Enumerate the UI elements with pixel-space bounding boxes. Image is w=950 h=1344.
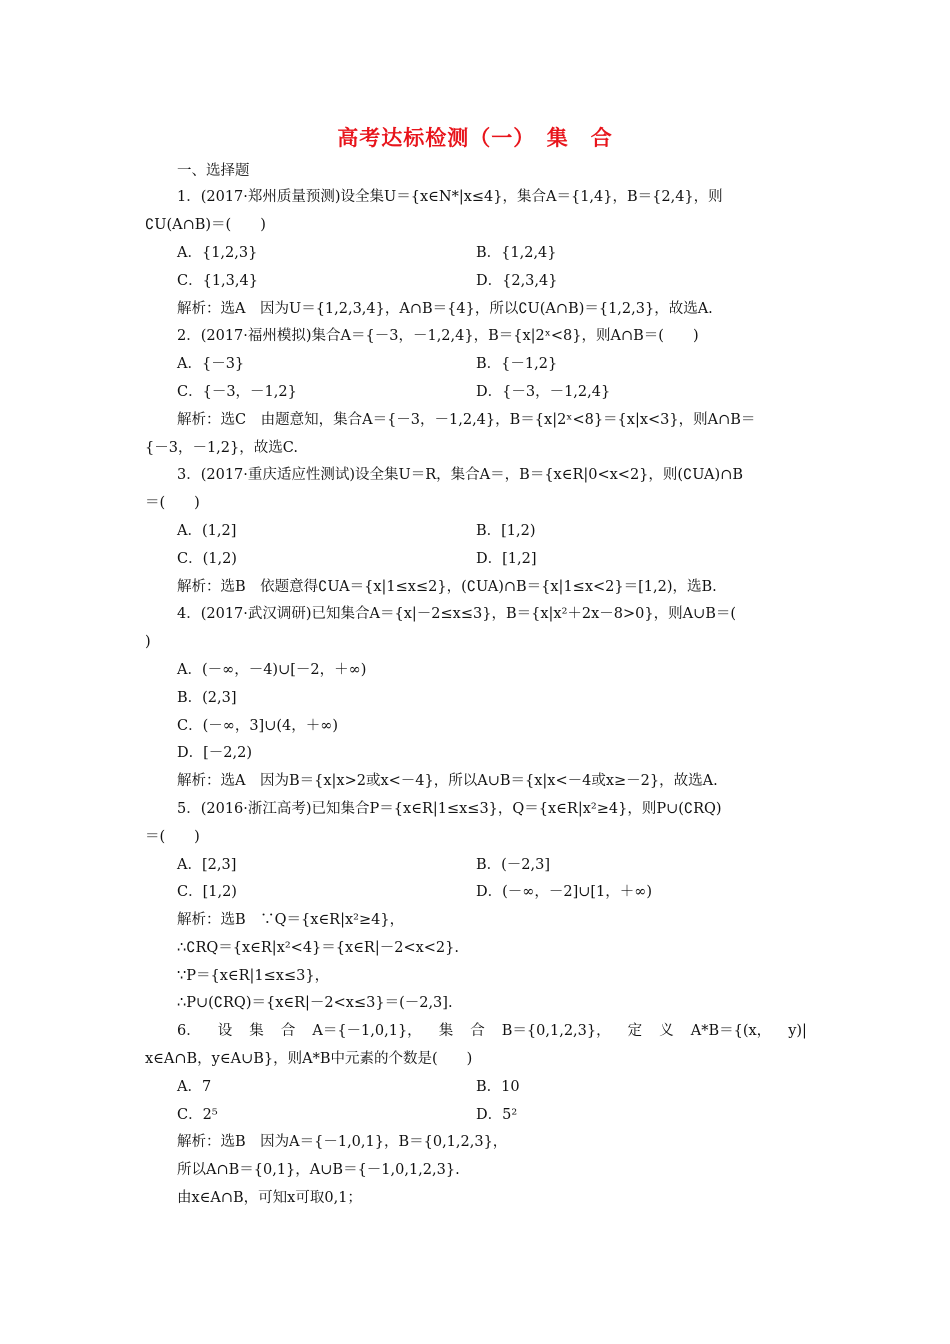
text-line: B．{－1,2} [476, 356, 558, 372]
text-line: 解析：选C 由题意知，集合A＝{－3，－1,2,4}，B＝{x|2ˣ<8}＝{x|x<3}，则A∩B＝ [177, 412, 756, 428]
text-fragment: A*B＝{(x， [690, 1023, 772, 1039]
text-line: {－3，－1,2}，故选C. [145, 440, 298, 456]
text-line: 解析：选A 因为U＝{1,2,3,4}，A∩B＝{4}，所以∁U(A∩B)＝{1,2,3}，故选A. [177, 301, 713, 317]
text-line: B．{1,2,4} [476, 245, 557, 261]
text-line: A．[2,3] [177, 857, 237, 873]
text-line: 解析：选B 因为A＝{－1,0,1}，B＝{0,1,2,3}， [177, 1134, 508, 1150]
text-line: D．{2,3,4} [476, 273, 558, 289]
text-line: A．(－∞，－4)∪[－2，＋∞) [177, 662, 367, 678]
text-line: 2．(2017·福州模拟)集合A＝{－3，－1,2,4}，B＝{x|2ˣ<8}，则A∩B＝( ) [177, 328, 699, 344]
text-fragment: 设 [217, 1023, 233, 1039]
text-fragment: 合 [280, 1023, 296, 1039]
text-line: D．[－2,2) [177, 745, 252, 761]
text-line: B．(2,3] [177, 690, 237, 706]
text-line: C．[1,2) [177, 884, 237, 900]
text-fragment: y)| [788, 1023, 807, 1039]
text-line: 3．(2017·重庆适应性测试)设全集U＝R，集合A＝，B＝{x∈R|0<x<2}，则(∁UA)∩B [177, 467, 743, 483]
text-line: 解析：选A 因为B＝{x|x>2或x<－4}，所以A∪B＝{x|x<－4或x≥－2}，故选A. [177, 773, 718, 789]
text-line: C．{－3，－1,2} [177, 384, 297, 400]
text-line: C．(－∞，3]∪(4，＋∞) [177, 718, 338, 734]
text-line: 1．(2017·郑州质量预测)设全集U＝{x∈N*|x≤4}，集合A＝{1,4}，B＝{2,4}，则 [177, 189, 723, 205]
text-line: 4．(2017·武汉调研)已知集合A＝{x|－2≤x≤3}，B＝{x|x²＋2x－8>0}，则A∪B＝( [177, 606, 737, 622]
text-fragment: 集 [438, 1023, 454, 1039]
text-line: 解析：选B 依题意得∁UA＝{x|1≤x≤2}，(∁UA)∩B＝{x|1≤x<2}＝[1,2)，选B. [177, 579, 717, 595]
text-line: D．5² [476, 1107, 518, 1123]
text-line: A．{－3} [177, 356, 245, 372]
text-line: ∴∁RQ＝{x∈R|x²<4}＝{x∈R|－2<x<2}. [177, 940, 459, 956]
text-line: C．{1,3,4} [177, 273, 258, 289]
text-line: A．(1,2] [177, 523, 237, 539]
text-line: 所以A∩B＝{0,1}，A∪B＝{－1,0,1,2,3}. [177, 1162, 460, 1178]
text-line: B．(－2,3] [476, 857, 551, 873]
question-6-line [177, 1021, 807, 1041]
text-line: ∁U(A∩B)＝( ) [145, 217, 266, 233]
text-fragment: A＝{－1,0,1}， [312, 1023, 422, 1039]
text-line: 解析：选B ∵Q＝{x∈R|x²≥4}， [177, 912, 405, 928]
text-fragment: 义 [659, 1023, 674, 1039]
text-line: A．7 [177, 1079, 212, 1095]
text-line: ∴P∪(∁RQ)＝{x∈R|－2<x≤3}＝(－2,3]. [177, 995, 453, 1011]
text-line: B．[1,2) [476, 523, 536, 539]
text-line: 5．(2016·浙江高考)已知集合P＝{x∈R|1≤x≤3}，Q＝{x∈R|x²≥4}，则P∪(∁RQ) [177, 801, 722, 817]
page-title: 高考达标检测（一） 集 合 [337, 125, 613, 150]
text-line: x∈A∩B，y∈A∪B}，则A*B中元素的个数是( ) [145, 1051, 473, 1067]
text-fragment: 6． [177, 1023, 201, 1039]
text-line: D．[1,2] [476, 551, 537, 567]
text-line: 一、选择题 [177, 163, 250, 179]
text-line: B．10 [476, 1079, 520, 1095]
text-fragment: 合 [470, 1023, 485, 1039]
text-line: C．(1,2) [177, 551, 237, 567]
text-fragment: 定 [627, 1023, 643, 1039]
text-line: D．{－3，－1,2,4} [476, 384, 611, 400]
text-line: D．(－∞，－2]∪[1，＋∞) [476, 884, 653, 900]
text-line: ＝( ) [145, 829, 200, 845]
text-line: ) [145, 634, 151, 650]
text-line: A．{1,2,3} [177, 245, 258, 261]
text-line: ∵P＝{x∈R|1≤x≤3}， [177, 968, 330, 984]
text-fragment: B＝{0,1,2,3}， [501, 1023, 611, 1039]
text-fragment: 集 [249, 1023, 264, 1039]
text-line: C．2⁵ [177, 1107, 218, 1123]
text-line: ＝( ) [145, 495, 200, 511]
text-line: 由x∈A∩B，可知x可取0,1； [177, 1190, 362, 1206]
